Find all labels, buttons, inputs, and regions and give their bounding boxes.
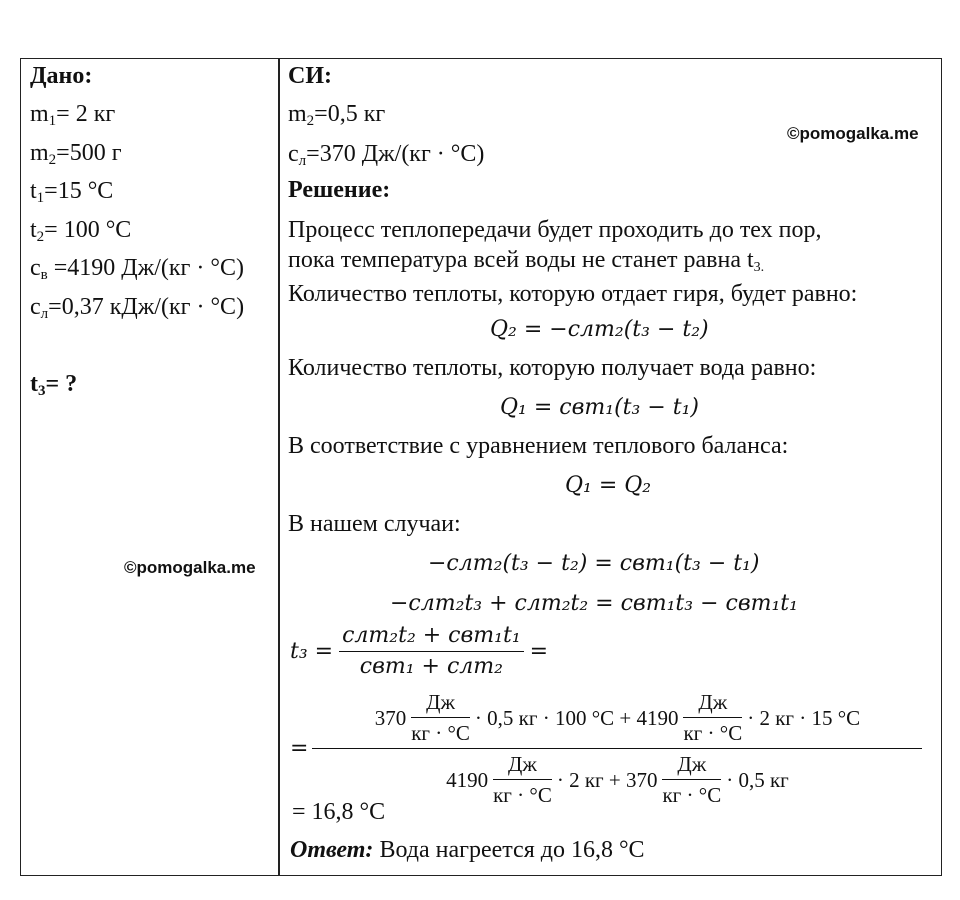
solution-text-4: Количество теплоты, которую получает вода равно: [288,355,817,381]
equation-result: = 16,8 °C [292,799,386,825]
answer-line [290,836,645,864]
answer-label: Ответ: [290,837,374,863]
equation-balance: Q₁ = Q₂ [565,473,652,498]
equation-heat-received: Q₁ = cвm₁(t₃ − t₁) [500,395,699,420]
solution-text-3: Количество теплоты, которую отдает гиря, будет равно: [288,281,858,307]
given-item: $m_1= 2$ кг [30,101,116,129]
solution-text-6: В нашем случаи: [288,511,461,537]
equation-heat-given: Q₂ = −cлm₂(t₃ − t₂) [490,317,709,342]
given-item: $c_л=0,37$ кДж/(кг · °C) [30,293,245,322]
given-item: $m_2=500$ г [30,139,122,168]
given-item: $t_1=15$ °C [30,178,114,206]
given-item: $t_2= 100$ °C [30,216,132,245]
equation-t3-formula: t₃ = $\frac{\text{cлm₂t₂ + cвm₁t₁}}{\text{cвm₁ + cлm₂}}$ = [290,623,549,679]
si-heading: СИ: [288,63,332,89]
equation-expanded-2: −cлm₂t₃ + cлm₂t₂ = cвm₁t₃ − cвm₁t₁ [390,591,798,616]
solution-text-2: пока температура всей воды не станет равна $t_{3.}$ [288,247,765,275]
column-divider [278,58,280,876]
watermark-left: ©pomogalka.me [124,558,256,577]
find-item: $t_3=$ ? [30,371,78,399]
solution-heading: Решение: [288,177,391,203]
given-item: $c_в =4190$ Дж/(кг · °C) [30,255,244,283]
si-item: $c_л=370$ Дж/(кг · °C) [288,141,485,169]
solution-text-5: В соответствие с уравнением теплового баланса: [288,433,789,459]
given-heading: Дано: [30,63,93,89]
solution-text-1: Процесс теплопередачи будет проходить до тех пор, [288,217,822,243]
equation-expanded-1: −cлm₂(t₃ − t₂) = cвm₁(t₃ − t₁) [428,551,760,576]
answer-text: Вода нагреется до 16,8 °C [379,837,645,863]
equation-substitution: = 370 $\frac{Дж}{кг \cdot ^\circ C}$ · 0,5 кг · 100 °C + 4190 $\frac{Дж}{кг \cdot ^\circ C}$ · 2 кг · 15 °C 4190 $\frac{Дж}{кг \cdot ^\circ C}$ · 2 кг + 370 $\frac{Дж}{кг \cdot ^\circ C}$ · 0,5 кг [290,688,922,809]
si-item: $m_2=0,5$ кг [288,101,386,129]
watermark-right: ©pomogalka.me [787,124,919,143]
